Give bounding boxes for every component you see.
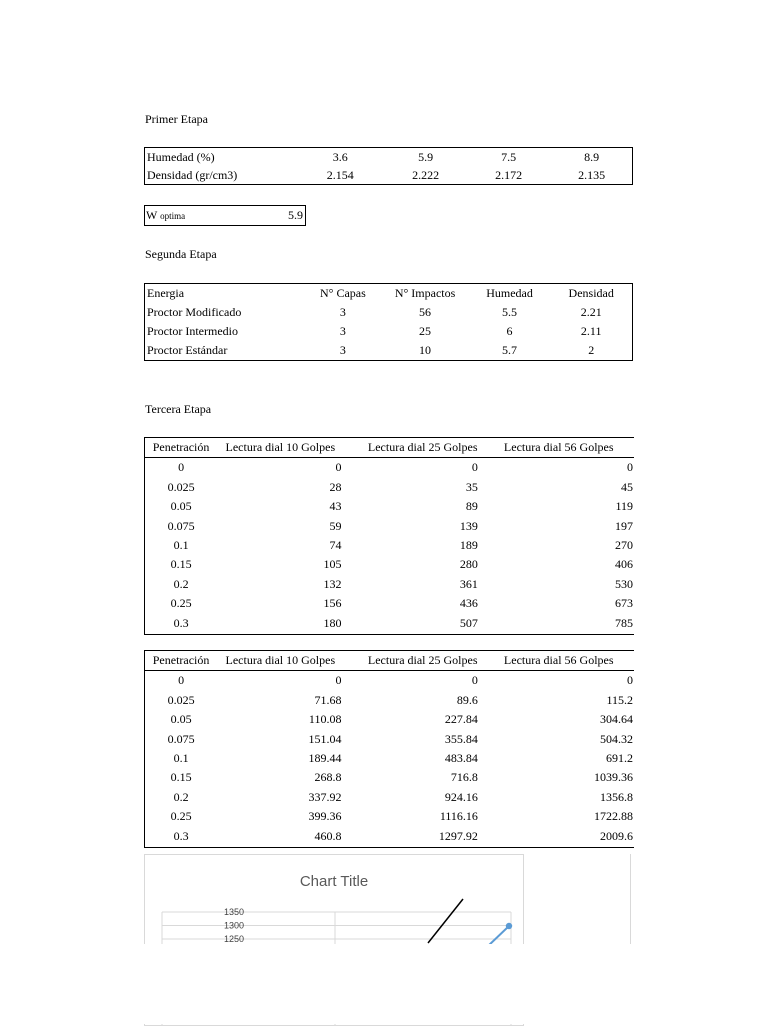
table-row [145,536,634,555]
cell: 0.025 [167,692,195,707]
cell: 59 [329,518,342,533]
cell: 71.68 [314,692,342,707]
cell: 0.15 [170,557,192,572]
cell: 280 [459,557,478,572]
cell: 0 [627,673,633,688]
cell: 28 [329,479,342,494]
chart-edge [630,854,631,944]
cell: 6 [506,324,513,338]
table-row [145,768,634,787]
cell: 924.16 [444,789,478,804]
cell: 436 [459,596,478,611]
cell: 361 [459,576,478,591]
cell: 2.135 [578,168,606,182]
row-label: Densidad (gr/cm3) [147,168,238,182]
cell: 197 [615,518,633,533]
header-cell: Lectura dial 56 Golpes [502,651,634,671]
cell: 139 [459,518,478,533]
y-tick-label: 1350 [223,907,244,917]
cell: 0.2 [173,789,189,804]
cell: 2.222 [412,168,440,182]
table-row [145,730,634,749]
cell: 673 [615,596,633,611]
table-row [145,710,634,729]
cell: 3 [339,324,346,338]
table-row [145,303,633,322]
cell: 507 [459,615,478,630]
cell: 5.5 [502,305,518,319]
cell: 460.8 [314,828,342,843]
cell: 1116.16 [439,809,478,824]
cell: 3 [339,305,346,319]
cell: 43 [329,499,342,514]
table-row [145,575,634,594]
cell: 2.21 [580,305,602,319]
cell: 0 [335,460,342,475]
cell: 115.2 [606,692,633,707]
cell: 132 [323,576,342,591]
stage1-table [144,147,633,185]
cell: 3.6 [332,150,348,164]
cell: 785 [615,615,633,630]
header-cell: Lectura dial 10 Golpes [217,651,343,671]
cell: 2.11 [580,324,602,338]
cell: 1039.36 [594,770,633,785]
stage1-title: Primer Etapa [145,112,208,126]
table-row [145,691,634,710]
header-cell: N° Capas [320,286,366,300]
cell: 0.075 [167,518,195,533]
cell: 10 [419,343,432,357]
table-row [145,517,634,536]
cell: 0.1 [173,538,189,553]
cell: 0.25 [170,596,192,611]
cell: Proctor Estándar [147,343,228,357]
table-row [145,497,634,516]
cell: 270 [615,538,633,553]
header-cell: Penetración [145,651,217,671]
cell: 25 [419,324,432,338]
chart-title: Chart Title [299,873,369,890]
cell: 0 [471,460,478,475]
cell: 504.32 [600,731,633,746]
table-header-row [145,284,633,304]
header-cell: Energia [147,286,185,300]
header-cell: N° Impactos [394,286,456,300]
table-row [145,827,634,846]
cell: Proctor Intermedio [147,324,238,338]
header-cell: Penetración [145,438,217,458]
stage3-table-a [145,438,634,633]
cell: 399.36 [308,809,342,824]
cell: 227.84 [444,712,478,727]
table-row [145,749,634,768]
cell: 8.9 [584,150,600,164]
cell: 0 [178,460,185,475]
cell: 5.9 [418,150,434,164]
cell: 0.05 [170,712,192,727]
table-row [145,807,634,826]
cell: 406 [615,557,633,572]
cell: 0.2 [173,576,189,591]
stage2-title: Segunda Etapa [145,247,217,261]
cell: 691.2 [606,751,633,766]
cell: 0.075 [167,731,195,746]
table-row [145,671,634,691]
cell: 89 [465,499,478,514]
cell: 110.08 [308,712,342,727]
cell: 0.3 [173,615,189,630]
table-row [145,555,634,574]
stage3-table-a-container [144,437,634,635]
stage3-table-b-container [144,650,634,848]
table-row [145,458,634,478]
cell: 7.5 [501,150,517,164]
cell: 3 [339,343,346,357]
cell: 0 [627,460,633,475]
header-cell: Lectura dial 56 Golpes [502,438,634,458]
page-bottom [0,944,768,1024]
cell: 0.25 [170,809,192,824]
cell: 530 [615,576,633,591]
cell: 180 [323,615,342,630]
cell: 0 [471,673,478,688]
table-row [145,166,633,185]
cell: 268.8 [314,770,342,785]
cell: 89.6 [456,692,478,707]
cell: 189 [459,538,478,553]
stage3-table-b [145,651,634,846]
table-row [145,478,634,497]
cell: 2 [588,343,595,357]
cell: 1356.8 [600,789,633,804]
cell: 105 [323,557,342,572]
table-header-row [145,438,634,458]
cell: 483.84 [444,751,478,766]
w-optima-symbol: W [146,208,158,222]
table-header-row [145,651,634,671]
cell: 0.025 [167,479,195,494]
cell: 2009.6 [600,828,633,843]
cell: 119 [615,499,633,514]
cell: 1297.92 [438,828,478,843]
cell: 2.172 [495,168,523,182]
table-row [145,594,634,613]
cell: 0 [178,673,185,688]
table-row [145,148,633,167]
stage3-title: Tercera Etapa [145,402,212,416]
stage2-table [144,283,633,361]
cell: 189.44 [308,751,342,766]
cell: 337.92 [308,789,342,804]
cell: 156 [323,596,342,611]
cell: 0.05 [170,499,192,514]
cell: 716.8 [450,770,478,785]
y-tick-label: 1250 [223,934,244,944]
y-tick-label: 1300 [223,920,244,931]
cell: 45 [621,479,633,494]
series-blue-point [506,923,512,929]
table-row [145,788,634,807]
cell: 5.7 [502,343,518,357]
cell: 0.15 [170,770,192,785]
cell: 151.04 [308,731,342,746]
table-row [145,322,633,341]
table-row [145,341,633,361]
cell: 0.1 [173,751,189,766]
row-label: Humedad (%) [147,150,215,164]
cell: 355.84 [444,731,478,746]
header-cell: Lectura dial 25 Golpes [343,438,501,458]
cell: Proctor Modificado [147,305,242,319]
table-row [145,614,634,633]
w-optima-subscript: optima [160,211,186,221]
cell: 0 [335,673,342,688]
cell: 56 [419,305,432,319]
cell: 2.154 [326,168,354,182]
cell: 0.3 [173,828,189,843]
header-cell: Lectura dial 10 Golpes [217,438,343,458]
header-cell: Densidad [568,286,614,300]
header-cell: Lectura dial 25 Golpes [343,651,501,671]
w-optima-label [146,208,185,223]
series-black-line [428,899,463,943]
cell: 1722.88 [594,809,633,824]
w-optima-box [144,205,306,226]
cell: 35 [465,479,478,494]
cell: 74 [329,538,342,553]
header-cell: Humedad [486,286,533,300]
cell: 304.64 [600,712,633,727]
w-optima-value: 5.9 [288,208,303,222]
